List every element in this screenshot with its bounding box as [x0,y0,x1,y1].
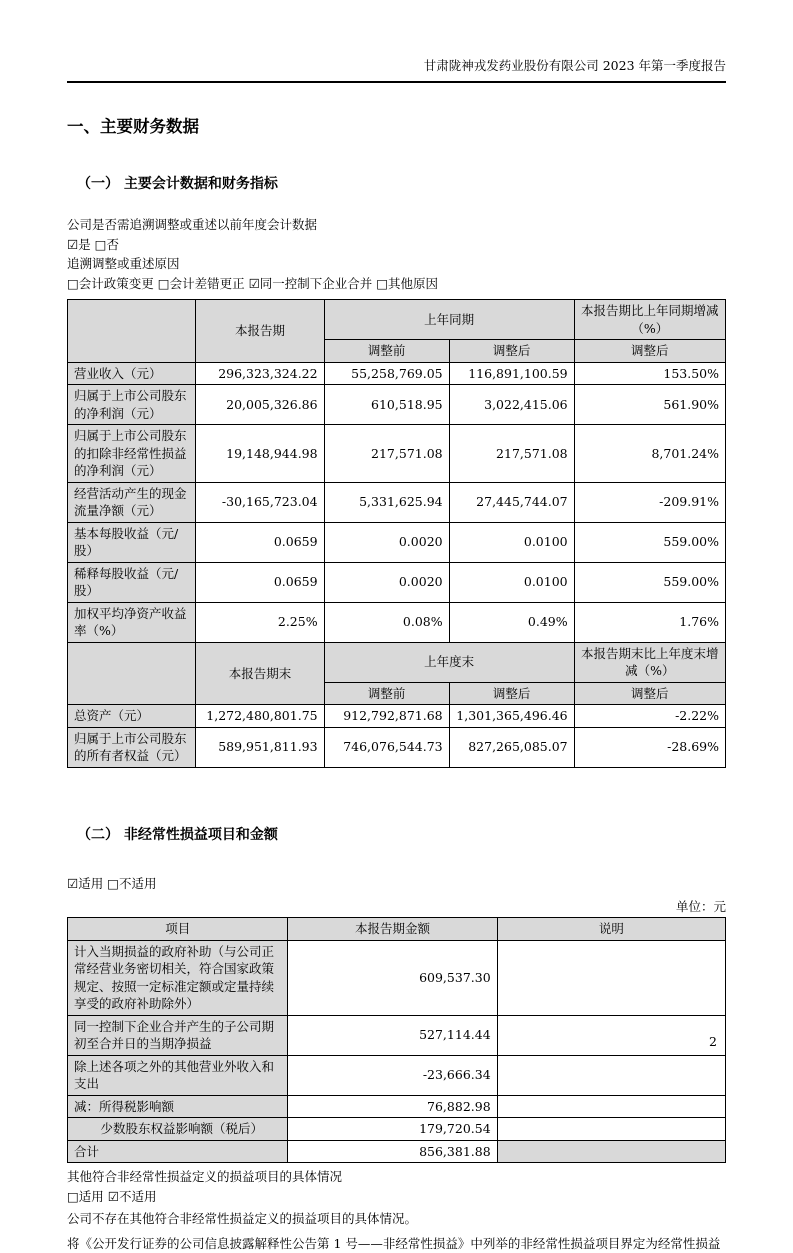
col-amount: 本报告期金额 [288,918,497,941]
amount-value: 609,537.30 [288,940,497,1015]
row-label: 营业收入（元） [68,362,196,385]
subsection1-heading: （一） 主要会计数据和财务指标 [77,173,726,193]
section2-heading: （二） 非经常性损益项目和金额 [77,824,726,844]
change-value: -209.91% [574,482,725,522]
table-row [68,522,726,562]
current-value: -30,165,723.04 [196,482,324,522]
unit-label: 单位：元 [67,897,726,915]
table-row [68,425,726,483]
change-value: 1.76% [574,602,725,642]
table-header-row [68,300,726,340]
row-label: 基本每股收益（元/股） [68,522,196,562]
pre-value: 0.0020 [324,522,449,562]
note-definition: 将《公开发行证券的公司信息披露解释性公告第 1 号——非经常性损益》中列举的非经常性损益项目界定为经常性损益 [67,1234,726,1253]
applicable-checkboxes: ☑适用 □不适用 [67,874,726,894]
corner-cell [68,642,196,705]
change-value: 559.00% [574,562,725,602]
table-row [68,562,726,602]
post-value: 27,445,744.07 [449,482,574,522]
restate-question: 公司是否需追溯调整或重述以前年度会计数据 [67,215,726,235]
table-row [68,940,726,1015]
change-value: 559.00% [574,522,725,562]
table-header-row-2 [68,642,726,682]
change-value: 561.90% [574,385,725,425]
table-row-total [68,1140,726,1163]
amount-value: 76,882.98 [288,1095,497,1118]
table-row [68,1095,726,1118]
change-value: 153.50% [574,362,725,385]
col-item: 项目 [68,918,288,941]
non-recurring-items-table [67,917,726,1163]
item-label: 少数股东权益影响额（税后） [68,1118,288,1141]
table-row [68,727,726,767]
post-value: 116,891,100.59 [449,362,574,385]
total-label: 合计 [68,1140,288,1163]
table-row [68,362,726,385]
post-value: 217,571.08 [449,425,574,483]
total-note [497,1140,725,1163]
table-row [68,602,726,642]
current-value: 296,323,324.22 [196,362,324,385]
pre-value: 5,331,625.94 [324,482,449,522]
pre-value: 610,518.95 [324,385,449,425]
change-value: -2.22% [574,705,725,728]
current-value: 19,148,944.98 [196,425,324,483]
restate-answer-checkboxes: ☑是 □否 [67,235,726,255]
other-items-title: 其他符合非经常性损益定义的损益项目的具体情况 [67,1167,726,1187]
key-financials-table [67,299,726,768]
table-row [68,385,726,425]
table-row [68,482,726,522]
amount-value: 527,114.44 [288,1015,497,1055]
pre-value: 55,258,769.05 [324,362,449,385]
current-value: 20,005,326.86 [196,385,324,425]
current-value: 1,272,480,801.75 [196,705,324,728]
current-value: 2.25% [196,602,324,642]
post-value: 0.0100 [449,562,574,602]
col-current-period-end: 本报告期末 [196,642,324,705]
table-row [68,1055,726,1095]
col-note: 说明 [497,918,725,941]
col-current-period: 本报告期 [196,300,324,363]
note-value [497,1015,725,1055]
total-amount: 856,381.88 [288,1140,497,1163]
pre-value: 217,571.08 [324,425,449,483]
reason-options-checkboxes: □会计政策变更 □会计差错更正 ☑同一控制下企业合并 □其他原因 [67,274,726,294]
page-number: 2 [709,1034,717,1049]
current-value: 589,951,811.93 [196,727,324,767]
note-value [497,1118,725,1141]
col-prior-period-group: 上年同期 [324,300,574,340]
change-value: 8,701.24% [574,425,725,483]
pre-value: 746,076,544.73 [324,727,449,767]
amount-value: 179,720.54 [288,1118,497,1141]
row-label: 归属于上市公司股东的所有者权益（元） [68,727,196,767]
current-value: 0.0659 [196,522,324,562]
row-label: 经营活动产生的现金流量净额（元） [68,482,196,522]
item-label: 计入当期损益的政府补助（与公司正常经营业务密切相关，符合国家政策规定、按照一定标准定额或定量持续享受的政府补助除外） [68,940,288,1015]
pre-value: 0.08% [324,602,449,642]
table-row [68,705,726,728]
row-label: 总资产（元） [68,705,196,728]
col-post-adjust: 调整后 [449,340,574,363]
item-label: 除上述各项之外的其他营业外收入和支出 [68,1055,288,1095]
item-label: 同一控制下企业合并产生的子公司期初至合并日的当期净损益 [68,1015,288,1055]
col-pre-adjust: 调整前 [324,340,449,363]
pre-value: 0.0020 [324,562,449,602]
amount-value: -23,666.34 [288,1055,497,1095]
note-value [497,1095,725,1118]
col-prior-year-end-group: 上年度末 [324,642,574,682]
row-label: 加权平均净资产收益率（%） [68,602,196,642]
post-value: 0.0100 [449,522,574,562]
col-post-adjust: 调整后 [449,682,574,705]
table-row [68,1118,726,1141]
corner-cell [68,300,196,363]
col-change-sub: 调整后 [574,340,725,363]
post-value: 827,265,085.07 [449,727,574,767]
post-value: 0.49% [449,602,574,642]
table-row [68,1015,726,1055]
note-no-other-items: 公司不存在其他符合非经常性损益定义的损益项目的具体情况。 [67,1209,726,1229]
post-value: 1,301,365,496.46 [449,705,574,728]
pre-value: 912,792,871.68 [324,705,449,728]
post-value: 3,022,415.06 [449,385,574,425]
current-value: 0.0659 [196,562,324,602]
note-value [497,1055,725,1095]
other-items-checkboxes: □适用 ☑不适用 [67,1187,726,1207]
col-change-end: 本报告期末比上年度末增减（%） [574,642,725,682]
row-label: 稀释每股收益（元/股） [68,562,196,602]
note-value [497,940,725,1015]
item-label: 减：所得税影响额 [68,1095,288,1118]
table-header-row [68,918,726,941]
col-change-sub: 调整后 [574,682,725,705]
row-label: 归属于上市公司股东的净利润（元） [68,385,196,425]
row-label: 归属于上市公司股东的扣除非经常性损益的净利润（元） [68,425,196,483]
col-change: 本报告期比上年同期增减（%） [574,300,725,340]
change-value: -28.69% [574,727,725,767]
doc-header-title: 甘肃陇神戎发药业股份有限公司 2023 年第一季度报告 [67,56,726,83]
section1-heading: 一、主要财务数据 [67,113,726,137]
reason-label: 追溯调整或重述原因 [67,254,726,274]
col-pre-adjust: 调整前 [324,682,449,705]
